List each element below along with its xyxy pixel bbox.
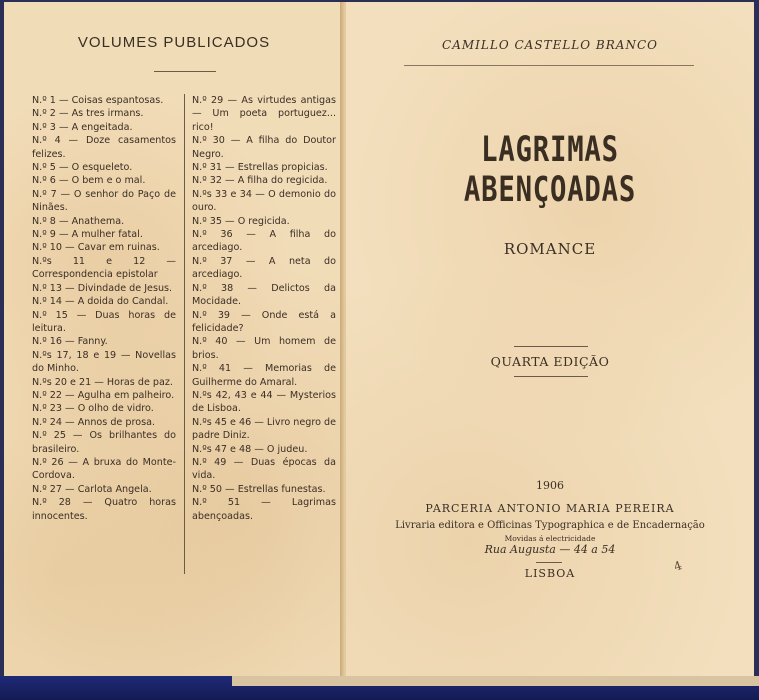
power-note: Movidas á electricidade <box>504 534 596 543</box>
volume-entry: N.º 38 — Delictos da Mocidade. <box>192 282 336 308</box>
genre-label: ROMANCE <box>503 240 597 258</box>
publisher-name: PARCERIA ANTONIO MARIA PEREIRA <box>425 502 675 515</box>
volume-entry: N.ºs 17, 18 e 19 — Novellas do Minho. <box>32 349 176 375</box>
volume-entry: N.º 26 — A bruxa do Monte-Cordova. <box>32 456 176 482</box>
volume-entry: N.º 13 — Divindade de Jesus. <box>32 282 173 294</box>
volume-entry: N.º 8 — Anathema. <box>32 215 125 227</box>
volume-entry: N.º 50 — Estrellas funestas. <box>192 483 326 495</box>
volume-entry: N.º 37 — A neta do arcediago. <box>192 255 336 281</box>
heading-rule <box>154 71 216 72</box>
volume-entry: N.ºs 45 e 46 — Livro negro de padre Diniz. <box>192 416 336 442</box>
volume-entry: N.º 32 — A filha do regicida. <box>192 175 328 187</box>
volume-entry: N.º 22 — Agulha em palheiro. <box>32 389 175 401</box>
column-divider <box>184 94 185 574</box>
volume-entry: N.º 40 — Um homem de brios. <box>192 336 336 361</box>
volume-entry: N.º 7 — O senhor do Paço de Ninães. <box>32 188 176 214</box>
edition-rule-bottom <box>514 376 588 377</box>
volume-entry: N.ºs 33 e 34 — O demonio do ouro. <box>192 188 336 214</box>
volume-entry: N.º 25 — Os brilhantes do brasileiro. <box>32 430 176 455</box>
title-page <box>346 2 754 678</box>
volume-list-column-2 <box>192 94 336 523</box>
volume-entry: N.º 49 — Duas épocas da vida. <box>192 456 336 482</box>
volume-entry: N.º 14 — A doida do Candal. <box>32 296 169 308</box>
volume-entry: N.º 36 — A filha do arcediago. <box>192 229 336 254</box>
volume-entry: N.º 24 — Annos de prosa. <box>32 416 155 428</box>
volume-entry: N.º 16 — Fanny. <box>32 336 108 348</box>
book-title: LAGRIMAS ABENÇOADAS <box>463 130 637 210</box>
volume-entry: N.º 4 — Doze casamentos felizes. <box>32 135 176 160</box>
volume-entry: N.º 27 — Carlota Angela. <box>32 483 152 495</box>
edition-rule-top <box>514 346 588 347</box>
volume-entry: N.ºs 42, 43 e 44 — Mysterios de Lisboa. <box>192 389 336 415</box>
page-edge <box>232 676 759 686</box>
author-name: CAMILLO CASTELLO BRANCO <box>442 38 658 52</box>
left-page <box>4 2 344 678</box>
volume-entry: N.º 15 — Duas horas de leitura. <box>32 309 176 334</box>
edition-label: QUARTA EDIÇÃO <box>490 354 610 369</box>
volume-entry: N.º 6 — O bem e o mal. <box>32 175 146 187</box>
volume-entry: N.º 23 — O olho de vidro. <box>32 403 154 415</box>
volume-entry: N.ºs 20 e 21 — Horas de paz. <box>32 376 173 388</box>
author-rule <box>404 65 694 66</box>
volume-entry: N.º 29 — As virtudes antigas — Um poeta portuguez... rico! <box>192 95 336 133</box>
pencil-mark: 4 <box>671 558 684 574</box>
publisher-city: LISBOA <box>524 567 576 580</box>
publication-year: 1906 <box>536 479 564 492</box>
volume-entry: N.º 30 — A filha do Doutor Negro. <box>192 135 336 160</box>
publisher-address: Rua Augusta — 44 a 54 <box>484 543 616 556</box>
volume-entry: N.º 1 — Coisas espantosas. <box>32 95 164 106</box>
volume-entry: N.º 5 — O esqueleto. <box>32 162 133 174</box>
volume-entry: N.º 41 — Memorias de Guilherme do Amaral. <box>192 363 336 388</box>
volumes-heading: VOLUMES PUBLICADOS <box>77 34 271 51</box>
volume-entry: N.º 51 — Lagrimas abençoadas. <box>192 497 336 522</box>
cover-edge <box>0 676 759 700</box>
volume-entry: N.º 31 — Estrellas propicias. <box>192 162 328 174</box>
volume-list-column-1 <box>32 94 176 523</box>
city-rule <box>536 562 562 563</box>
publisher-description: Livraria editora e Officinas Typographica e de Encadernação <box>395 520 705 531</box>
volume-entry: N.ºs 11 e 12 — Correspondencia epistolar <box>32 255 176 281</box>
volume-entry: N.º 39 — Onde está a felicidade? <box>192 309 336 334</box>
volume-entry: N.º 2 — As tres irmans. <box>32 108 144 120</box>
volume-entry: N.º 28 — Quatro horas innocentes. <box>32 497 176 522</box>
volume-entry: N.º 10 — Cavar em ruinas. <box>32 242 160 254</box>
volume-entry: N.ºs 47 e 48 — O judeu. <box>192 443 308 455</box>
volume-entry: N.º 35 — O regicida. <box>192 215 290 227</box>
volume-entry: N.º 3 — A engeitada. <box>32 121 133 133</box>
volume-entry: N.º 9 — A mulher fatal. <box>32 229 143 241</box>
